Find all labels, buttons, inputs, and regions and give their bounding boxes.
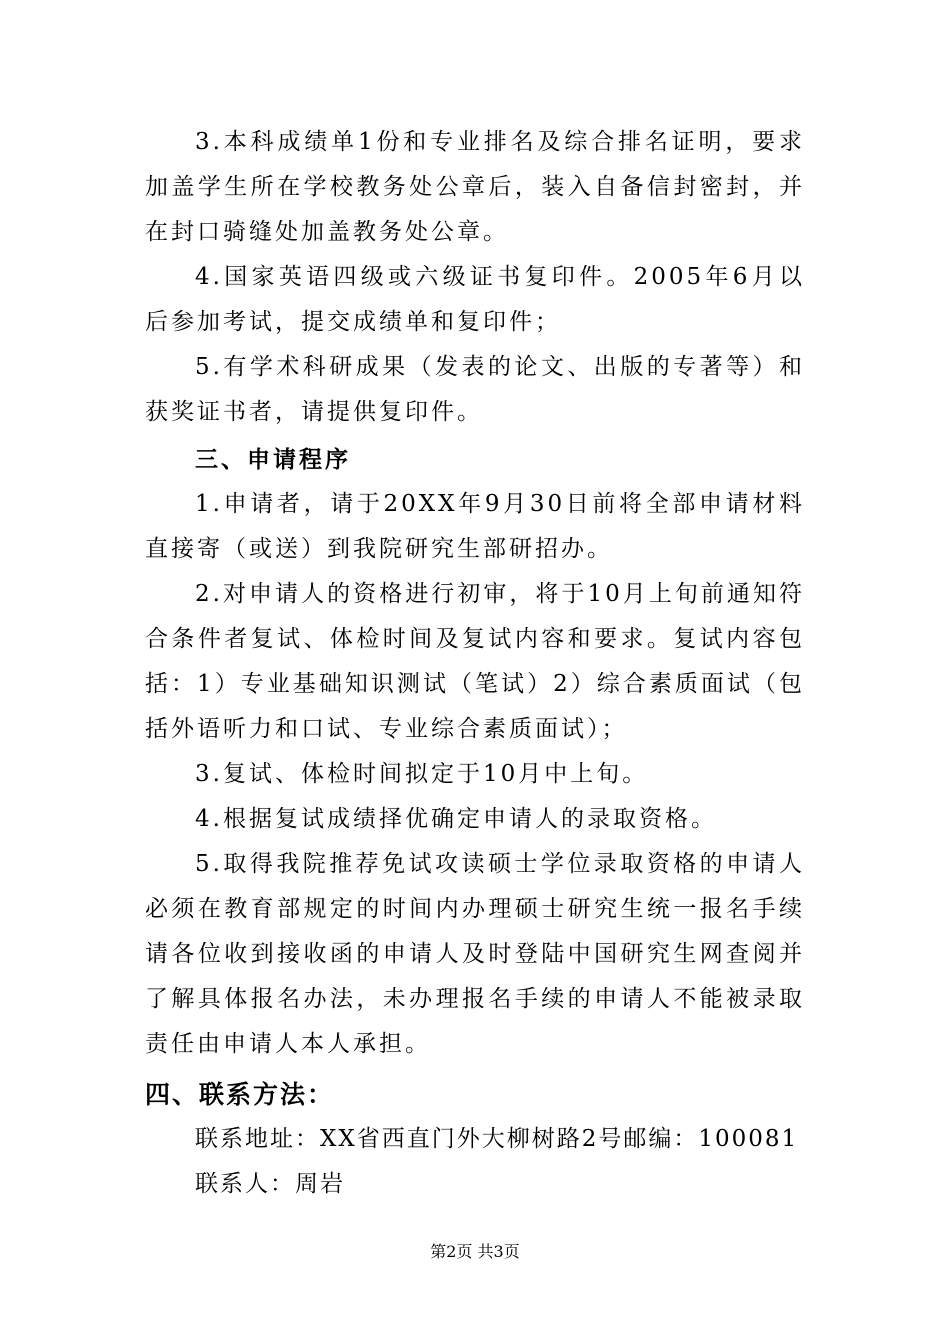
procedure-item-5: 5.取得我院推荐免试攻读硕士学位录取资格的申请人必须在教育部规定的时间内办理硕士研究生统一报名手续请各位收到接收函的申请人及时登陆中国研究生网查阅并了解具体报名办法，未办理报名手续的申请人不能被录取责任由申请人本人承担。 [145,851,805,1057]
paragraph-item-3-transcript: 3.本科成绩单1份和专业排名及综合排名证明，要求加盖学生所在学校教务处公章后，装入自备信封密封，并在封口骑缝处加盖教务处公章。 [145,129,805,245]
contact-address: 联系地址：XX省西直门外大柳树路2号邮编：100081 [195,1126,799,1152]
page-footer: 第2页 共3页 [430,1242,520,1261]
contact-person: 联系人：周岩 [195,1171,345,1197]
procedure-item-2: 2.对申请人的资格进行初审，将于10月上旬前通知符合条件者复试、体检时间及复试内容和要求。复试内容包括：1）专业基础知识测试（笔试）2）综合素质面试（包括外语听力和口试、专业综合素质面试）； [145,581,805,742]
procedure-item-1: 1.申请者，请于20XX年9月30日前将全部申请材料直接寄（或送）到我院研究生部研招办。 [145,491,805,562]
procedure-item-3: 3.复试、体检时间拟定于10月中上旬。 [195,761,649,787]
section-title-contact: 四、联系方法： [145,1080,335,1109]
paragraph-item-4-english-cert: 4.国家英语四级或六级证书复印件。2005年6月以后参加考试，提交成绩单和复印件； [145,264,805,335]
section-title-application-procedure: 三、申请程序 [195,446,351,473]
paragraph-item-5-research: 5.有学术科研成果（发表的论文、出版的专著等）和获奖证书者，请提供复印件。 [145,354,805,425]
procedure-item-4: 4.根据复试成绩择优确定申请人的录取资格。 [195,806,717,832]
